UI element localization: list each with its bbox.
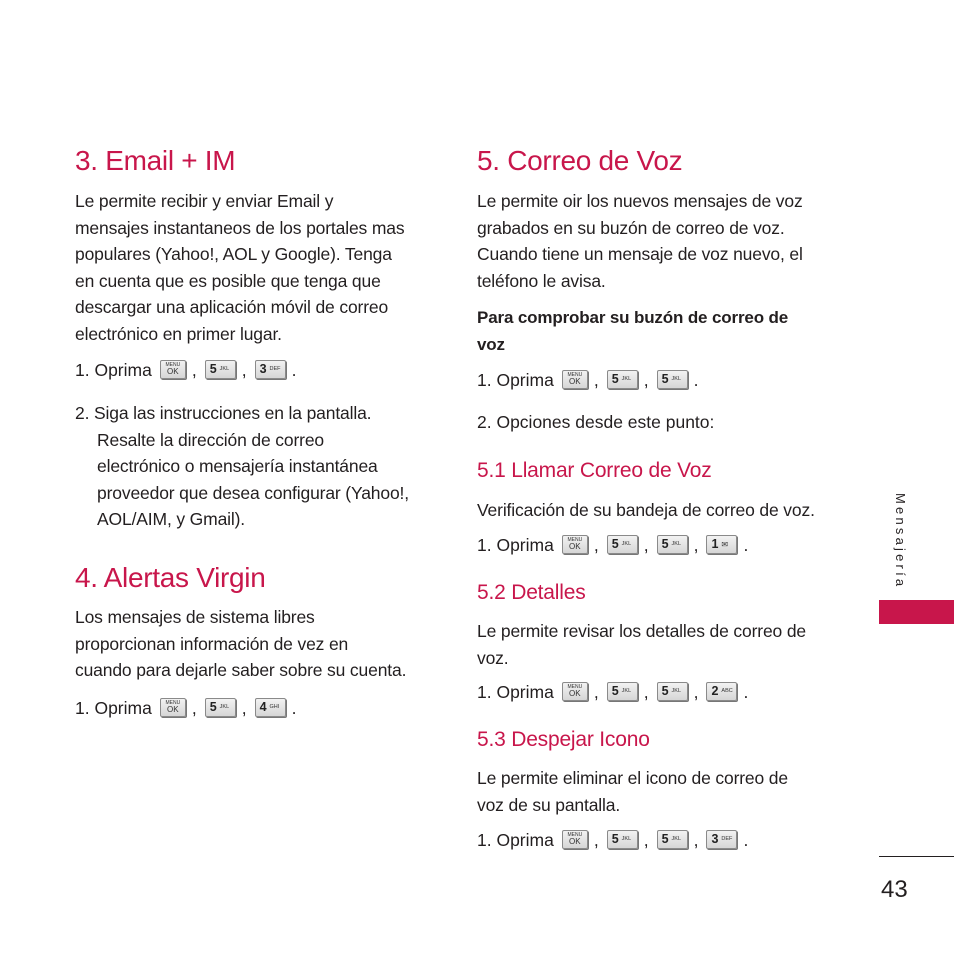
key-5-icon: 5 JKL [607, 370, 638, 389]
key-5-icon: 5 JKL [607, 535, 638, 554]
despejar-step-1: 1. Oprima MENU OK , 5 JKL , 5 JKL , 3 DEF . [477, 830, 749, 850]
key-2-icon: 2 ABC [706, 682, 737, 701]
key-3-icon: 3 DEF [255, 360, 286, 379]
chapter-tab-marker [879, 600, 954, 624]
correo-step-2: 2. Opciones desde este punto: [477, 412, 715, 432]
section-title-email: 3. Email + IM [75, 145, 236, 176]
key-5-icon: 5 JKL [657, 682, 688, 701]
email-body: Le permite recibir y enviar Email y mensajes instantaneos de los portales mas populares (Yahoo!, AOL y Google). Tenga en cuenta que es posible que tenga que descargar una aplicación móvil de correo electrónico en primer lugar. [75, 191, 405, 344]
key-3-icon: 3 DEF [706, 830, 737, 849]
section-title-alertas: 4. Alertas Virgin [75, 562, 266, 593]
key-4-icon: 4 GHI [255, 698, 286, 717]
menu-ok-key-icon: MENU OK [562, 370, 588, 389]
menu-ok-key-icon: MENU OK [562, 830, 588, 849]
subsection-title-llamar: 5.1 Llamar Correo de Voz [477, 459, 712, 482]
footer-divider [879, 856, 954, 857]
correo-step-1: 1. Oprima MENU OK , 5 JKL , 5 JKL . [477, 370, 699, 390]
key-5-icon: 5 JKL [657, 370, 688, 389]
subsection-title-detalles: 5.2 Detalles [477, 581, 586, 604]
email-step-2: 2. Siga las instrucciones en la pantalla. Resalte la dirección de correo electrónico o mensajería instantánea proveedor que desea configurar (Yahoo!, AOL/AIM, y Gmail). [75, 403, 409, 529]
alertas-step-1: 1. Oprima MENU OK , 5 JKL , 4 GHI . [75, 698, 297, 718]
correo-body: Le permite oir los nuevos mensajes de voz grabados en su buzón de correo de voz. Cuando tiene un mensaje de voz nuevo, el teléfono le avisa. [477, 191, 803, 291]
page-number: 43 [881, 876, 908, 903]
chapter-tab-label: Mensajería [893, 493, 908, 590]
menu-ok-key-icon: MENU OK [160, 698, 186, 717]
detalles-body: Le permite revisar los detalles de correo de voz. [477, 621, 806, 668]
email-step-1: 1. Oprima MENU OK , 5 JKL , 3 DEF . [75, 360, 297, 380]
menu-ok-key-icon: MENU OK [562, 682, 588, 701]
llamar-step-1: 1. Oprima MENU OK , 5 JKL , 5 JKL , 1 ✉ . [477, 535, 749, 555]
key-5-icon: 5 JKL [205, 698, 236, 717]
key-5-icon: 5 JKL [657, 830, 688, 849]
section-title-correo: 5. Correo de Voz [477, 145, 683, 176]
key-5-icon: 5 JKL [607, 830, 638, 849]
subsection-title-despejar: 5.3 Despejar Icono [477, 728, 650, 751]
despejar-body: Le permite eliminar el icono de correo de voz de su pantalla. [477, 768, 788, 815]
key-5-icon: 5 JKL [607, 682, 638, 701]
llamar-body: Verificación de su bandeja de correo de voz. [477, 500, 815, 520]
correo-subhead: Para comprobar su buzón de correo de voz [477, 308, 789, 354]
menu-ok-key-icon: MENU OK [160, 360, 186, 379]
key-1-voicemail-icon: 1 ✉ [706, 535, 737, 554]
key-5-icon: 5 JKL [657, 535, 688, 554]
alertas-body: Los mensajes de sistema libres proporcionan información de vez en cuando para dejarle saber sobre su cuenta. [75, 607, 407, 680]
key-5-icon: 5 JKL [205, 360, 236, 379]
detalles-step-1: 1. Oprima MENU OK , 5 JKL , 5 JKL , 2 ABC . [477, 682, 749, 702]
menu-ok-key-icon: MENU OK [562, 535, 588, 554]
